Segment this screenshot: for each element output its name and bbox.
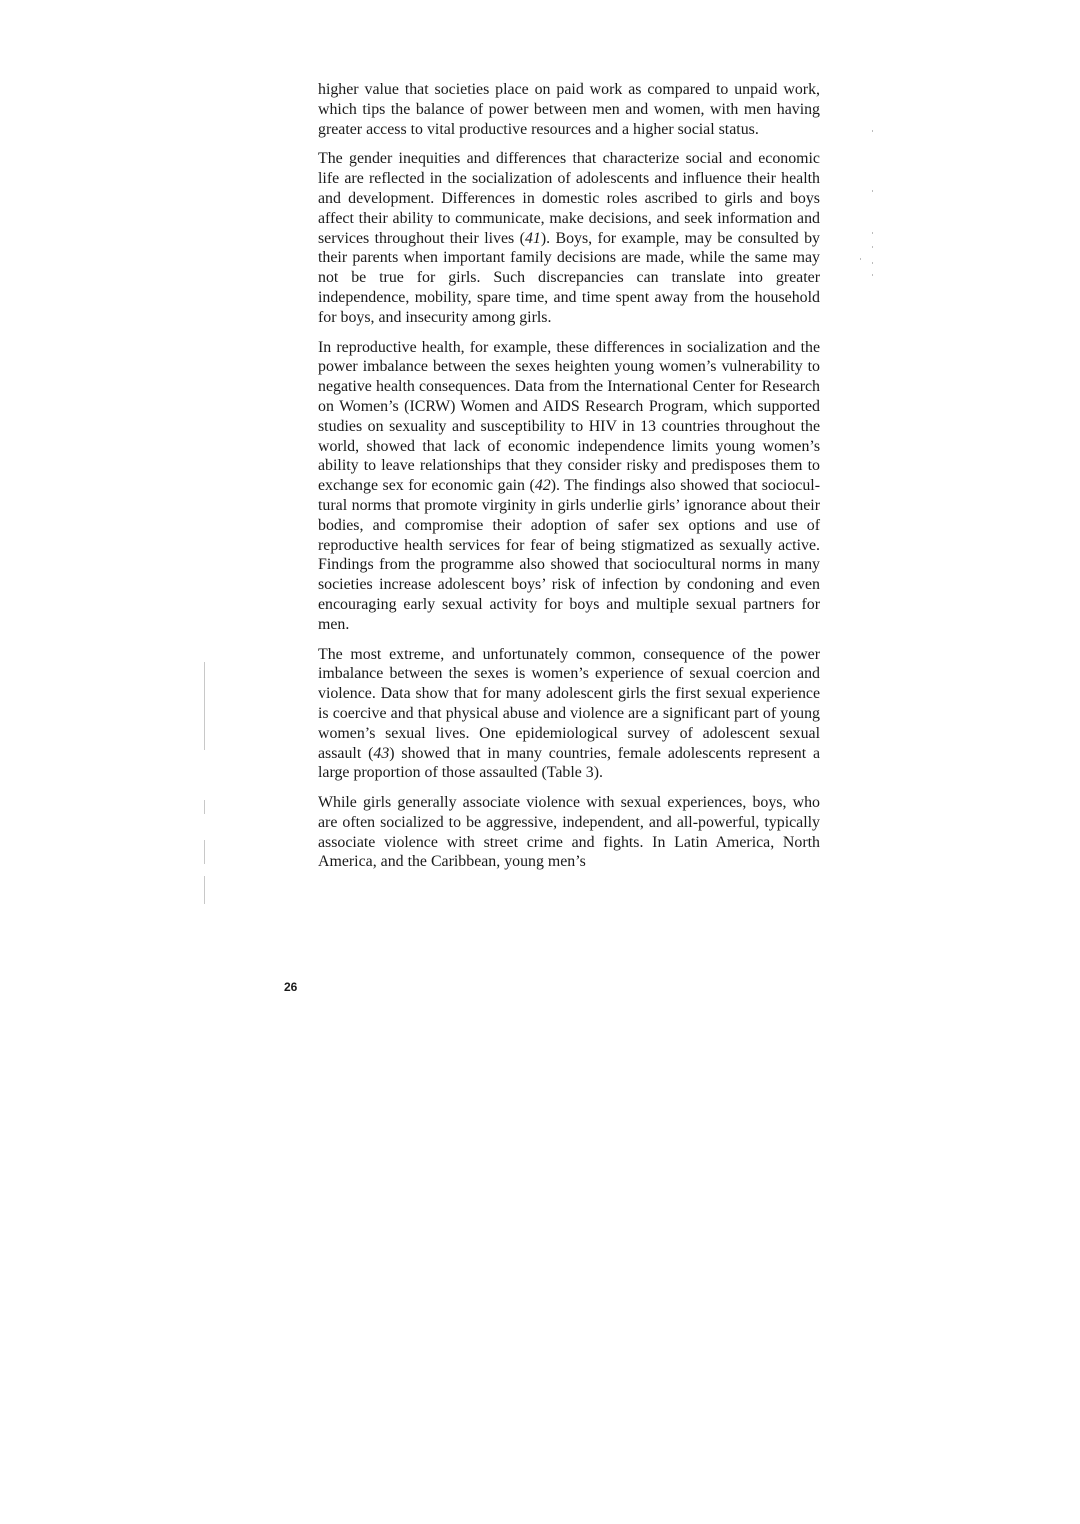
scan-artifact: [204, 840, 205, 864]
paragraph-text: ). The findings also showed that sociocultural norms that promote virginity in girls underlie girls’ ignorance about their bodies, and compromise their adoption of safer sex options and use of reproductive health services for fear of being stigmatized as sexually active. Findings from the programme also showed that sociocultural norms in many societies increase adolescent boys’ risk of infection by condoning and even encouraging early sexual activity for boys and multiple sexual partners for men.: [318, 477, 820, 633]
body-text: [318, 80, 820, 882]
reference-number: 43: [373, 744, 390, 762]
paragraph: [318, 645, 820, 784]
reference-number: 41: [524, 229, 541, 247]
paragraph: [318, 793, 820, 872]
paragraph-text: The gender inequities and differences that characterize social and economic life are reflected in the socialization of adolescents and influence their health and development. Differences in domestic roles ascribed to girls and boys affect their ability to communicate, make decisions, and seek information and services throughout their lives (: [318, 150, 820, 247]
paragraph-text: In reproductive health, for example, these differences in socialization and the power imbalance between the sexes heighten young women’s vulnerability to negative health consequences. Data from the International Center for Research on Women’s (ICRW) Women and AIDS Research Program, which supported studies on sexuality and susceptibility to HIV in 13 countries throughout the world, showed that lack of economic independence limits young women’s ability to leave relationships that they consider risky and predisposes them to exchange sex for economic gain (: [318, 338, 820, 495]
paragraph: [318, 80, 820, 139]
scan-artifact: [204, 800, 205, 814]
page-number: 26: [284, 980, 298, 994]
scan-artifact: [204, 662, 205, 750]
paragraph-text: higher value that societies place on paid work as compared to unpaid work, which tips the balance of power between men and women, with men having greater access to vital productive resources and a higher social status.: [318, 81, 820, 138]
scan-artifact: [872, 190, 873, 192]
scan-artifact: [872, 232, 873, 234]
scan-artifact: [860, 258, 861, 260]
paragraph-text: The most extreme, and unfortunately common, consequence of the power imbalance between the sexes is women’s experience of sexual coercion and violence. Data show that for many adolescent girls the first sexual experience is coercive and that physical abuse and violence are a significant part of young women’s sexual lives. One epidemiological survey of adolescent sexual assault (: [318, 645, 820, 762]
scan-artifact: [872, 274, 873, 276]
paragraph: [318, 338, 820, 635]
scan-artifact: [872, 262, 873, 264]
reference-number: 42: [534, 477, 551, 495]
paragraph: [318, 149, 820, 327]
scan-artifact: [872, 130, 873, 132]
scan-artifact: [872, 246, 873, 248]
paragraph-text: ). Boys, for example, may be consulted by their parents when important family decisions are made, while the same may not be true for girls. Such discrepancies can translate into greater independence, mobility, spare time, and time spent away from the household for boys, and insecurity among girls.: [318, 229, 820, 326]
scan-artifact: [204, 876, 205, 904]
paragraph-text: While girls generally associate violence with sexual experiences, boys, who are often socialized to be aggressive, independent, and all-powerful, typically associate violence with street crime and fights. In Latin America, North America, and the Caribbean, young men’s: [318, 794, 820, 871]
paragraph-text: ) showed that in many countries, female adolescents represent a large proportion of those assaulted (Table 3).: [318, 744, 820, 782]
